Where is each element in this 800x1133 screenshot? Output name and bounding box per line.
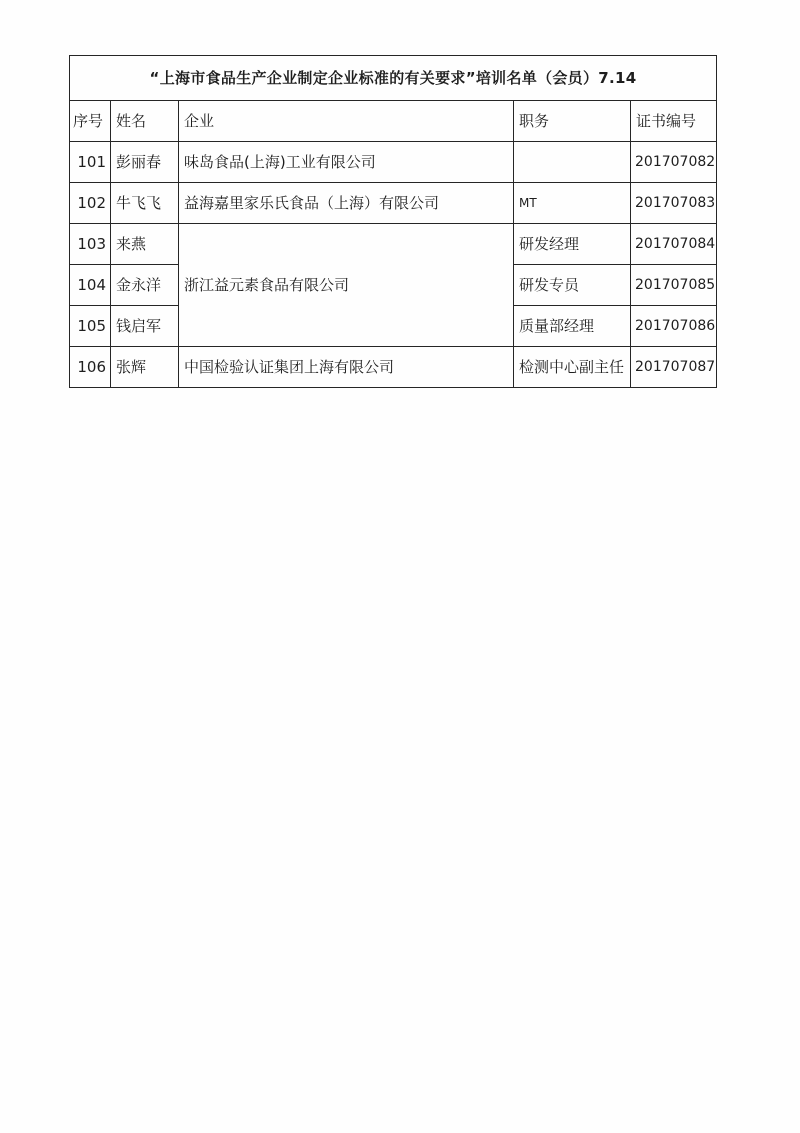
row-name: 来燕 [111, 224, 179, 265]
table-row [70, 183, 717, 224]
row-position: 质量部经理 [514, 306, 631, 347]
row-company-merged: 浙江益元素食品有限公司 [179, 224, 514, 347]
row-seq: 102 [70, 183, 111, 224]
title-row [70, 56, 717, 101]
row-position: 研发经理 [514, 224, 631, 265]
row-name: 张辉 [111, 347, 179, 388]
row-name: 牛飞飞 [111, 183, 179, 224]
header-name: 姓名 [111, 101, 179, 142]
table-row [70, 347, 717, 388]
header-cert: 证书编号 [631, 101, 717, 142]
row-name: 钱启军 [111, 306, 179, 347]
row-name: 金永洋 [111, 265, 179, 306]
header-row [70, 101, 717, 142]
row-company: 益海嘉里家乐氏食品（上海）有限公司 [179, 183, 514, 224]
row-seq: 101 [70, 142, 111, 183]
table-row [70, 224, 717, 265]
training-roster-table [69, 55, 717, 388]
row-cert: 201707084 [631, 224, 717, 265]
row-position: 检测中心副主任 [514, 347, 631, 388]
row-cert: 201707086 [631, 306, 717, 347]
row-position: MT [514, 183, 631, 224]
row-name: 彭丽春 [111, 142, 179, 183]
row-seq: 105 [70, 306, 111, 347]
header-position: 职务 [514, 101, 631, 142]
row-cert: 201707082 [631, 142, 717, 183]
row-seq: 106 [70, 347, 111, 388]
row-cert: 201707087 [631, 347, 717, 388]
row-cert: 201707085 [631, 265, 717, 306]
row-position [514, 142, 631, 183]
row-seq: 103 [70, 224, 111, 265]
table-title: “上海市食品生产企业制定企业标准的有关要求”培训名单（会员）7.14 [70, 56, 717, 101]
row-company: 中国检验认证集团上海有限公司 [179, 347, 514, 388]
table-row [70, 142, 717, 183]
row-seq: 104 [70, 265, 111, 306]
header-seq: 序号 [70, 101, 111, 142]
header-company: 企业 [179, 101, 514, 142]
row-position: 研发专员 [514, 265, 631, 306]
row-company: 味岛食品(上海)工业有限公司 [179, 142, 514, 183]
row-cert: 201707083 [631, 183, 717, 224]
